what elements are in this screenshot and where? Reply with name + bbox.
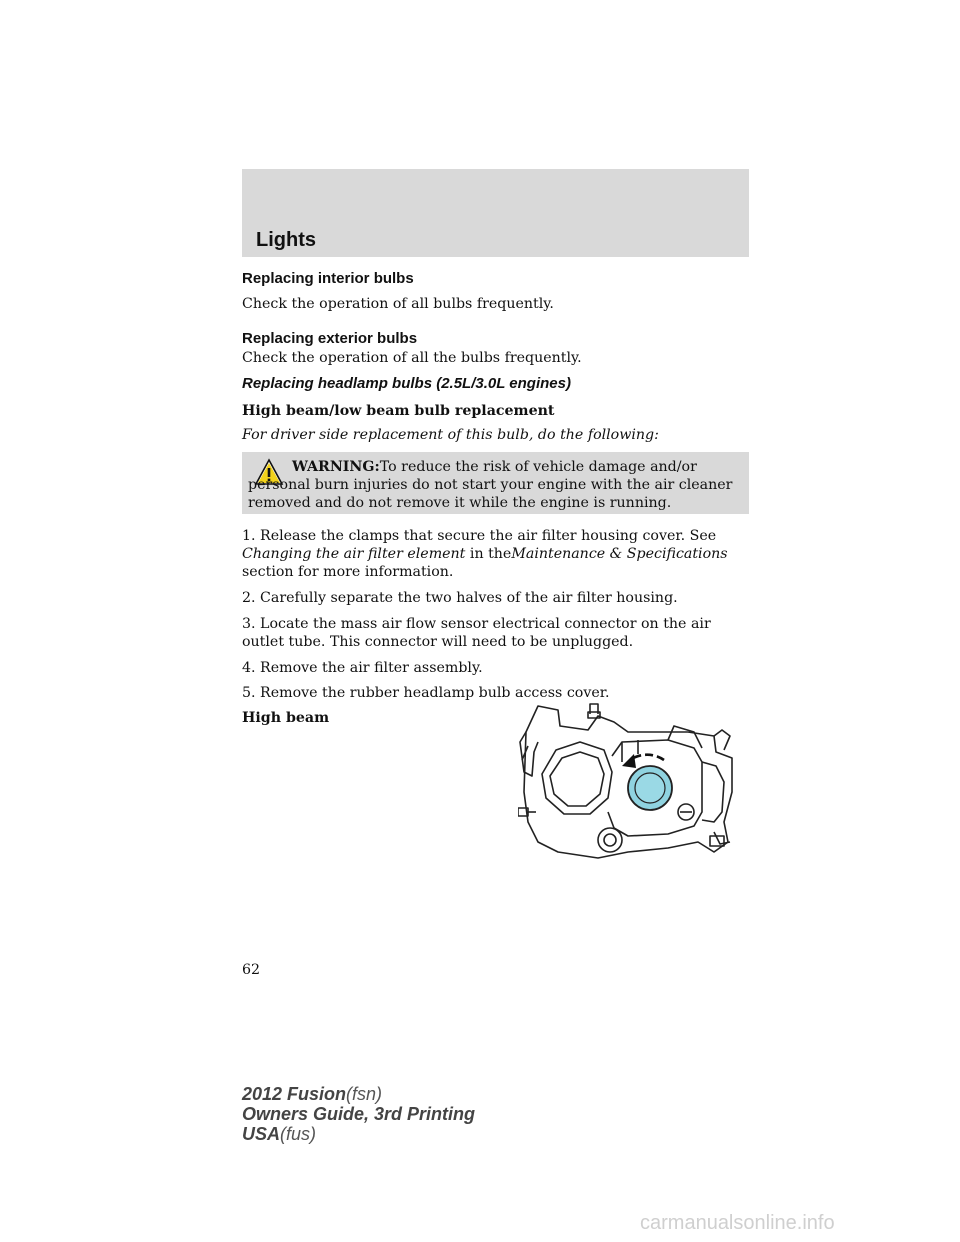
bulb-replacement-heading: High beam/low beam bulb replacement xyxy=(242,403,555,419)
interior-bulbs-heading: Replacing interior bulbs xyxy=(242,270,414,287)
driver-side-text: For driver side replacement of this bulb, do the following: xyxy=(242,427,659,443)
section-header xyxy=(242,169,749,257)
air-filter-reference: Changing the air filter element xyxy=(242,546,466,562)
high-beam-label: High beam xyxy=(242,710,330,726)
headlamp-bulbs-heading: Replacing headlamp bulbs (2.5L/3.0L engines) xyxy=(242,375,571,392)
footer-guide: Owners Guide, 3rd Printing xyxy=(242,1104,476,1124)
exterior-bulbs-heading: Replacing exterior bulbs xyxy=(242,330,418,347)
step-1-text-a: 1. Release the clamps that secure the air filter housing cover. See xyxy=(242,528,717,544)
section-title: Lights xyxy=(256,229,316,251)
exterior-bulbs-text: Check the operation of all the bulbs frequently. xyxy=(242,350,582,366)
footer-model-code: (fsn) xyxy=(346,1084,383,1104)
warning-body: To reduce the risk of vehicle damage and/or personal burn injuries do not start your engine with the air cleaner removed and do not remove it while the engine is running. xyxy=(248,459,733,511)
step-5: 5. Remove the rubber headlamp bulb access cover. xyxy=(242,685,610,701)
page-number: 62 xyxy=(242,962,261,978)
footer-market-code: (fus) xyxy=(280,1124,317,1144)
document-footer xyxy=(242,1084,475,1144)
warning-message xyxy=(248,458,744,512)
step-2: 2. Carefully separate the two halves of the air filter housing. xyxy=(242,590,678,606)
footer-market: USA xyxy=(242,1124,281,1144)
step-4: 4. Remove the air filter assembly. xyxy=(242,660,483,676)
step-1-text-b: in the xyxy=(469,546,512,562)
headlamp-high-beam-illustration xyxy=(518,702,746,862)
step-1-text-c: section for more information. xyxy=(242,564,454,580)
maintenance-section-reference: Maintenance & Specifications xyxy=(511,546,728,562)
footer-model: 2012 Fusion xyxy=(242,1084,347,1104)
watermark: carmanualsonline.info xyxy=(640,1212,835,1234)
interior-bulbs-text: Check the operation of all bulbs frequently. xyxy=(242,296,554,312)
warning-box xyxy=(242,452,749,514)
warning-label: WARNING: xyxy=(292,459,380,475)
step-3: 3. Locate the mass air flow sensor electrical connector on the air outlet tube. This connector will need to be unplugged. xyxy=(242,616,711,650)
step-1 xyxy=(242,527,752,581)
